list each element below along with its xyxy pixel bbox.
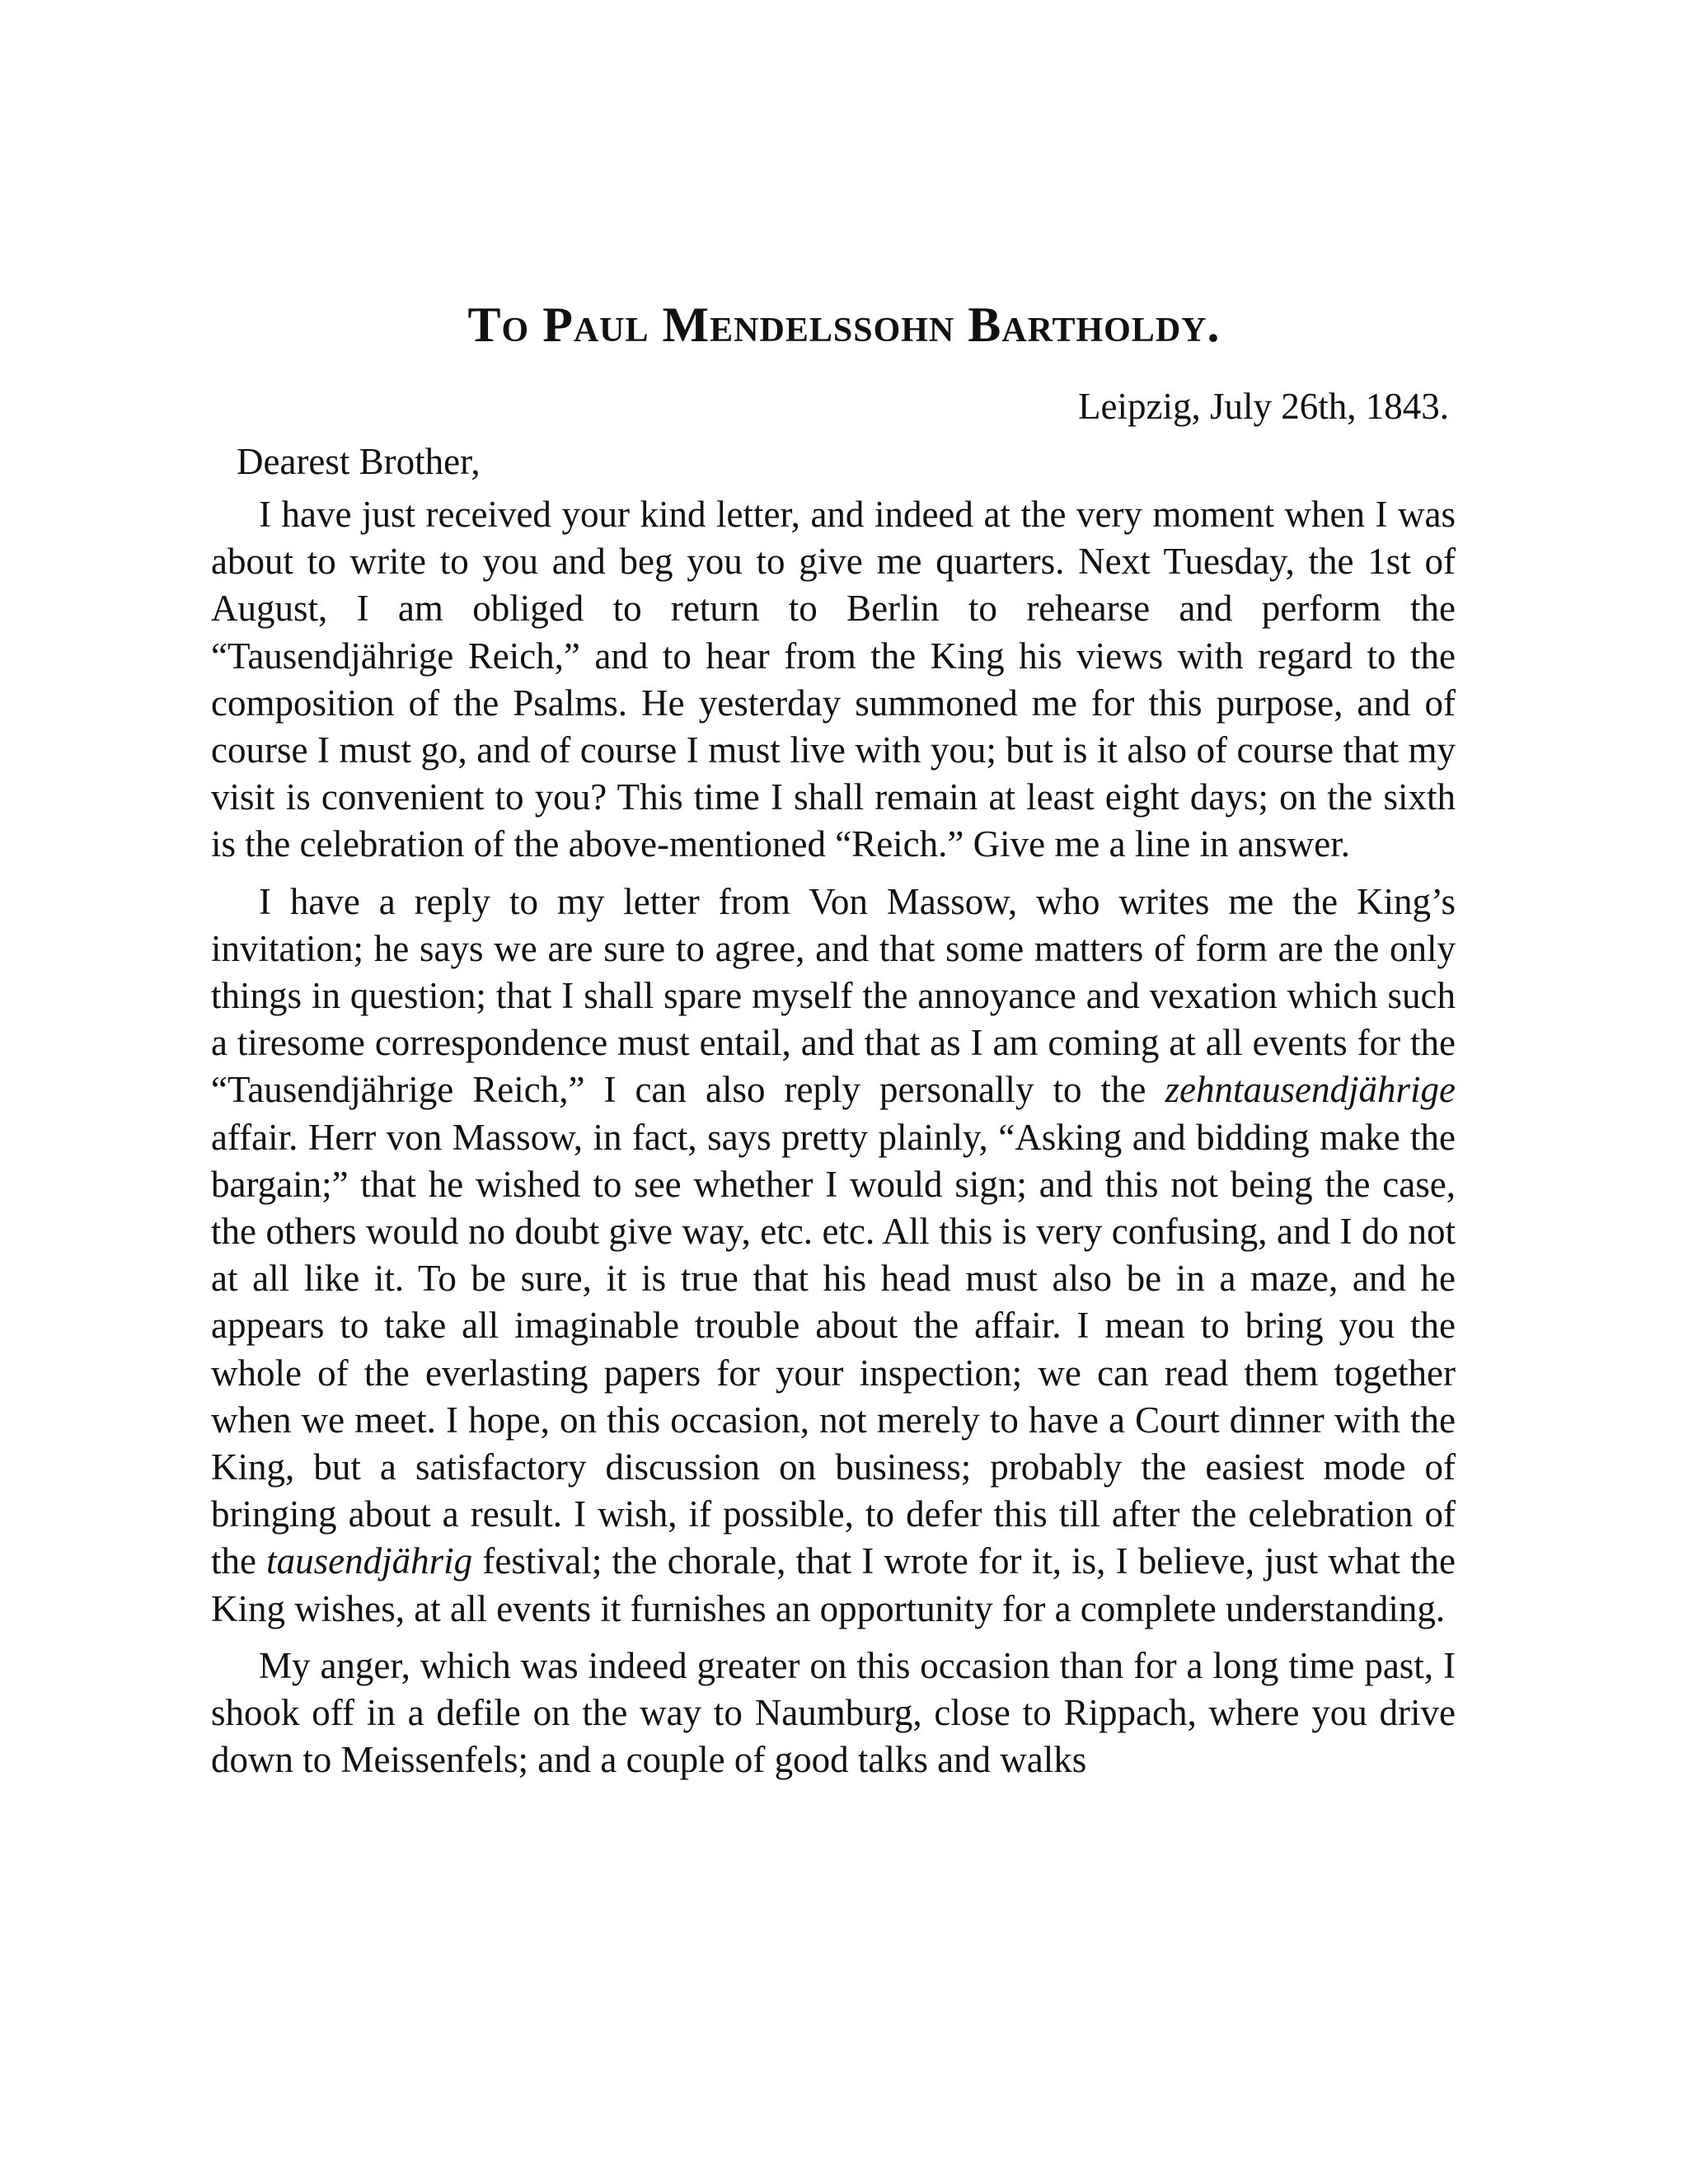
paragraph-2	[211, 879, 1456, 1633]
italic-term-zehntausendjahrige: zehntausendjährige	[1165, 1069, 1456, 1111]
letter-body	[211, 491, 1456, 1793]
paragraph-2-text-c: festival; the chorale, that I wrote for it, is, I believe, just what the King wishes, at all events it furnishes an opportunity for a complete understanding.	[211, 1540, 1456, 1629]
italic-term-tausendjahrig: tausendjährig	[266, 1540, 473, 1582]
letter-salutation: Dearest Brother,	[237, 441, 481, 482]
paragraph-2-text-b: affair. Herr von Massow, in fact, says pretty plainly, “Asking and bidding make the bargain;” that he wished to see whether I would sign; and this not being the case, the others would no doubt give way, etc. etc. All this is very confusing, and I do not at all like it. To be sure, it is true that his head must also be in a maze, and he appears to take all imaginable trouble about the affair. I mean to bring you the whole of the everlasting papers for your inspection; we can read them together when we meet. I hope, on this occasion, not merely to have a Court dinner with the King, but a satisfactory discussion on business; probably the easiest mode of bringing about a result. I wish, if possible, to defer this till after the celebration of the	[211, 1116, 1456, 1582]
paragraph-3-text: My anger, which was indeed greater on this occasion than for a long time past, I shook off in a defile on the way to Naumburg, close to Rippach, where you drive down to Meissenfels; and a couple of good talks and walks	[211, 1644, 1456, 1781]
paragraph-1	[211, 491, 1456, 869]
paragraph-1-text: I have just received your kind letter, and indeed at the very moment when I was about to write to you and beg you to give me quarters. Next Tuesday, the 1st of August, I am obliged to return to Berlin to rehearse and perform the “Tausendjährige Reich,” and to hear from the King his views with regard to the composition of the Psalms. He yesterday summoned me for this purpose, and of course I must go, and of course I must live with you; but is it also of course that my visit is convenient to you? This time I shall remain at least eight days; on the sixth is the celebration of the above-mentioned “Reich.” Give me a line in answer.	[211, 494, 1456, 865]
letter-dateline: Leipzig, July 26th, 1843.	[1078, 386, 1449, 427]
letter-title: To Paul Mendelssohn Bartholdy.	[467, 298, 1221, 352]
paragraph-2-text-a: I have a reply to my letter from Von Massow, who writes me the King’s invitation; he says we are sure to agree, and that some matters of form are the only things in question; that I shall spare myself the annoyance and vexation which such a tiresome correspondence must entail, and that as I am coming at all events for the “Tausendjährige Reich,” I can also reply personally to the	[211, 880, 1456, 1111]
paragraph-3	[211, 1643, 1456, 1784]
